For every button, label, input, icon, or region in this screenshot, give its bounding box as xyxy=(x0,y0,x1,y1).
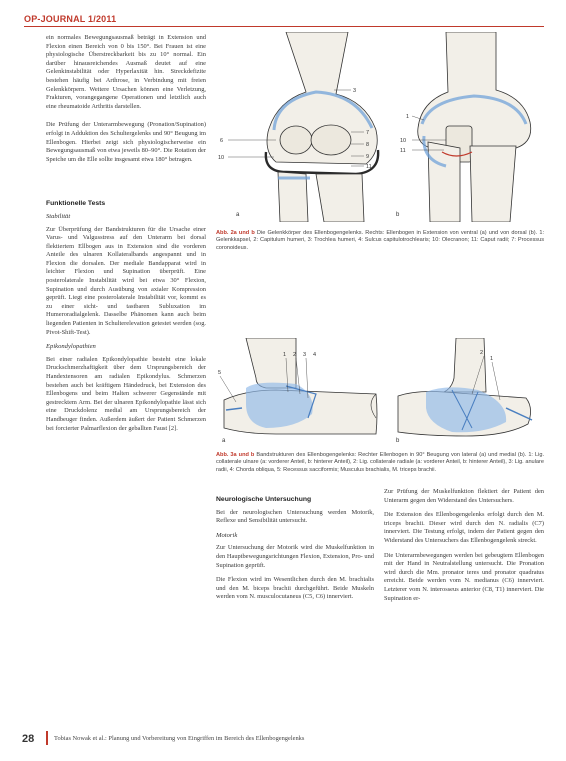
callout-label: 1 xyxy=(406,114,410,120)
callout-label: 3 xyxy=(353,88,357,94)
section-heading: Funktionelle Tests xyxy=(46,200,106,208)
callout-label: 10 xyxy=(218,155,225,161)
paragraph: Die Flexion wird im Wesentlichen durch den M. brachialis und den M. biceps brachii durchgeführt. Beide Muskeln werden vom N. musculocutaneus (C5, C6) innerviert. xyxy=(216,576,374,601)
running-footer: Tobias Nowak et al.: Planung und Vorbereitung von Eingriffen im Bereich des Ellenbogengelenks xyxy=(54,735,305,742)
callout-label: 5 xyxy=(218,370,222,376)
callout-label: 8 xyxy=(366,142,370,148)
paragraph: Die Unterarmbewegungen werden bei gebeugtem Ellenbogen mit der Hand in Neutralstellung untersucht. Die Pronation wird durch die Mm. pronator teres und pronator quadratus erreicht. Beide werden vom N. medianus (C6) innerviert. Letzterer vom N. interosseus anterior (C8, T1) innerviert. Die Supination er- xyxy=(384,551,544,602)
callout-label: 7 xyxy=(366,130,370,136)
callout-label: 1 xyxy=(283,352,287,358)
paragraph: Zur Untersuchung der Motorik wird die Muskelfunktion in den Hauptbewegungsrichtungen Flexion, Extension, Pro- und Supination geprüft. xyxy=(216,544,374,569)
section-heading: Neurologische Untersuchung xyxy=(216,496,312,503)
journal-header: OP-JOURNAL 1/2011 xyxy=(24,14,117,24)
ligaments-medial-illustration xyxy=(398,338,532,436)
paragraph: Zur Überprüfung der Bandstrukturen für die Ursache einer Varus- und Valgusstress auf den Unterarm bei dorsal flektiertem Ellbogen aus in Extension sind die vorderen Anteile des ulnaren Kollateralbands angespannt und in Flexion die dorsalen. Der mediale Bandapparat wird in leichter Flexion und Supination überprüft. Eine posterolaterale Instabilität wird bei etwa 30° Flexion, Supination und durch Ausübung von axialer Kompression geprüft. Liegt eine posterolaterale Instabilität vor, kommt es zu einer sicht- und tastbaren Subluxation im Humeroradialgelenk. Dasselbe Phänomen kann auch beim liegenden Patienten in Schulterelevation getestet werden (sog. Pivot-Shift-Test). xyxy=(46,225,206,336)
paragraph: Die Prüfung der Unterarmbewegung (Pronation/Supination) erfolgt in Adduktion des Schultergelenks und 90° Beugung im Ellenbogen. Hierbei zeigt sich physiologischerweise ein Bewegungsausmaß von etwa jeweils 80–90°. Die Rotation der Speiche um die Elle sollte insgesamt etwa 180° betragen. xyxy=(46,121,206,163)
callout-label: 10 xyxy=(400,138,407,144)
subsection-heading: Epikondylopathien xyxy=(46,343,96,351)
figure-caption xyxy=(216,230,544,252)
caption-text: Bandstrukturen des Ellenbogengelenks: Rechter Ellenbogen in 90° Beugung von lateral (a) und medial (b). 1: Lig. collaterale ulnare (a: vorderer Anteil, b: hinterer Anteil), 2: Lig. collaterale radiale (a: vorderer Anteil, b: hinterer Anteil), 3: Lig. anulare radii, 4: Chorda obliqua, 5: Recessus sacciformis; Musculus brachialis, M. triceps brachii. xyxy=(216,452,545,473)
elbow-dorsal-illustration xyxy=(418,32,531,222)
callout-label: 6 xyxy=(220,138,224,144)
paragraph: Bei der neurologischen Untersuchung werden Motorik, Reflexe und Sensibilität untersucht. xyxy=(216,508,374,525)
figure-panel-label: b xyxy=(396,212,400,218)
caption-label: Abb. 2a und b xyxy=(216,230,255,236)
callout-label: 11 xyxy=(366,164,372,170)
callout-label: 2 xyxy=(293,352,297,358)
ligaments-lateral-illustration xyxy=(224,338,377,434)
header-rule xyxy=(24,26,544,27)
paragraph: ein normales Bewegungsausmaß beträgt in Extension und Flexion einen Bereich von 0 bis 150°. Bei Frauen ist eine physiologische Überstreckbarkeit bis zu 10° normal. Ein darüber hinausreichendes Ausmaß deutet auf eine Gelenkinstabilität oder Hyperlaxität hin. Streckdefizite bestehen häufig bei Arthrose, in Verbindung mit freien Gelenkkörpern. Weitere Ursachen können eine Verletzung, Frakturen, vorangegangene Operationen und letztlich auch eine rheumatoide Arthritis darstellen. xyxy=(46,34,206,110)
paragraph: Bei einer radialen Epikondylopathie besteht eine lokale Druckschmerzhaftigkeit über dem Ursprungsbereich der Handextensoren am radialen Epikondylus. Schmerzen bestehen auch bei kräftigem Händedruck, bei Extension des Ellenbogens und beim Halten schwerer Gegenstände mit gestrecktem Arm. Bei der ulnaren Epikondylopathie lässt sich eine Druckdolenz medial am Ursprungsbereich der Handbeuger finden. Außerdem äußert der Patient Schmerzen bei forcierter Palmarflexion der geballten Faust [2]. xyxy=(46,355,206,432)
footer-divider xyxy=(46,731,48,745)
figure-elbow-ligaments xyxy=(216,338,546,448)
callout-label: 9 xyxy=(366,154,370,160)
callout-label: 4 xyxy=(313,352,317,358)
column-left xyxy=(46,34,206,439)
subsection-heading: Motorik xyxy=(216,531,238,539)
caption-text: Die Gelenkkörper des Ellenbogengelenks. Rechts: Ellenbogen in Extension von ventral (a) und von dorsal (b). 1: Gelenkkapsel, 2: Capitulum humeri, 3: Trochlea humeri, 4: Sulcus capitulotrochlearis; 10: Olecranon; 11: Caput radii; 7: Processus coronoideus. xyxy=(216,230,545,251)
callout-label: 2 xyxy=(480,350,484,356)
caption-label: Abb. 3a und b xyxy=(216,452,255,458)
figure-elbow-joint xyxy=(216,32,546,222)
figure-panel-label: a xyxy=(236,212,240,218)
column-middle xyxy=(216,494,374,608)
paragraph: Zur Prüfung der Muskelfunktion flektiert der Patient den Unterarm gegen den Widerstand des Untersuchers. xyxy=(384,488,544,504)
figure-caption xyxy=(216,452,544,474)
paragraph: Die Extension des Ellenbogengelenks erfolgt durch den M. triceps brachii. Dieser wird durch den N. radialis (C7) innerviert. Die Testung erfolgt, indem der Patient gegen den Widerstand des Untersuchers das Ellenbogengelenk streckt. xyxy=(384,511,544,544)
figure-panel-label: b xyxy=(396,438,400,444)
callout-label: 1 xyxy=(490,356,494,362)
column-right xyxy=(384,488,544,609)
figure-panel-label: a xyxy=(222,438,226,444)
callout-label: 3 xyxy=(303,352,307,358)
callout-label: 11 xyxy=(400,148,406,154)
subsection-heading: Stabilität xyxy=(46,212,71,220)
elbow-ventral-illustration xyxy=(266,32,378,222)
page-number: 28 xyxy=(22,733,35,745)
